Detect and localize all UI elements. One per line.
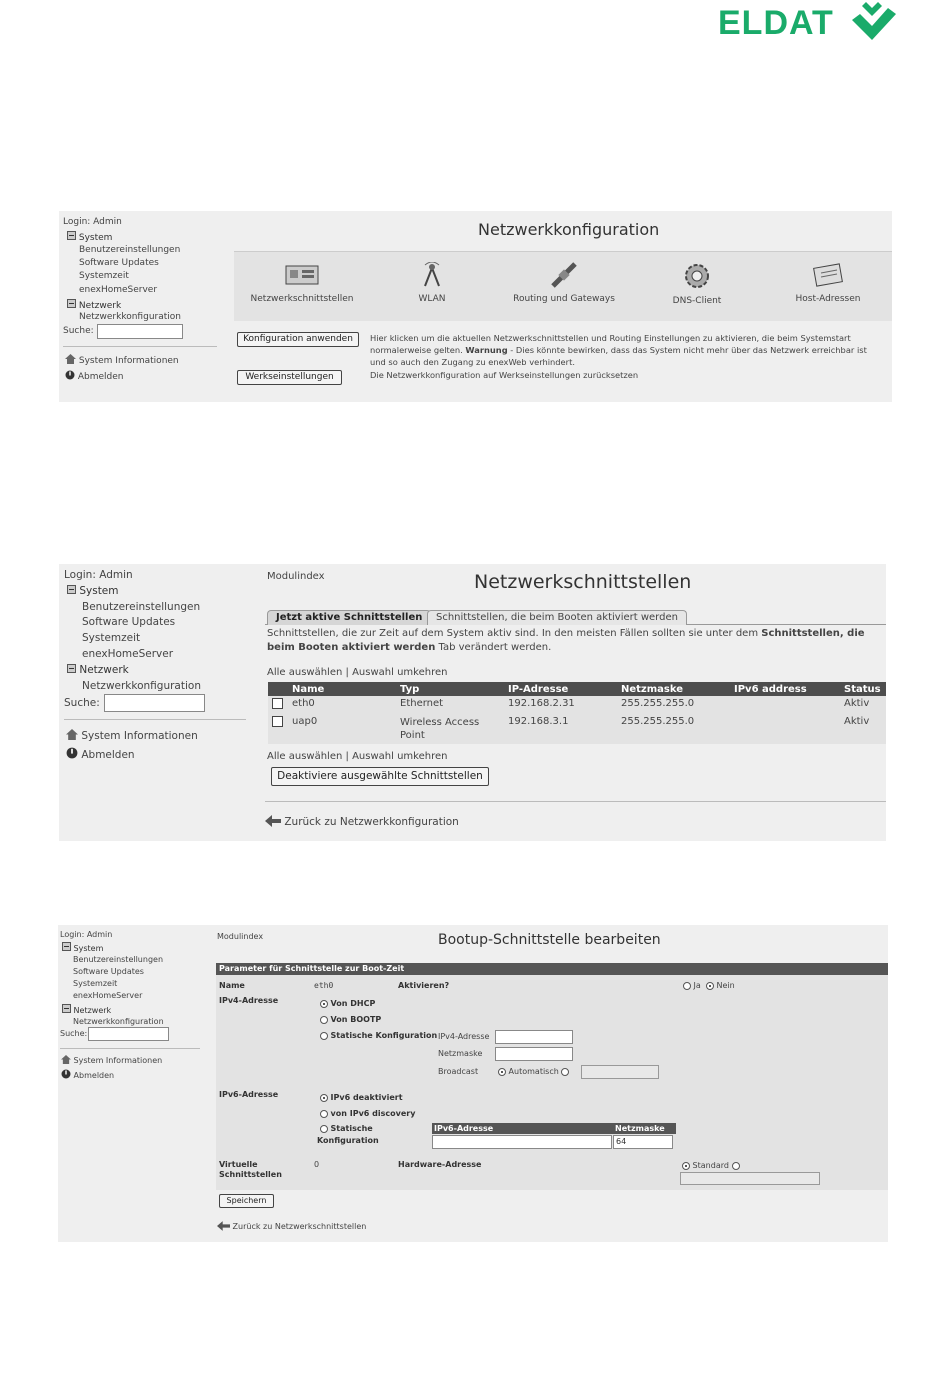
screenshot-network-config (59, 211, 892, 402)
select-all-link[interactable]: Alle auswählen (267, 667, 343, 678)
virtual-interfaces-label (219, 1160, 282, 1180)
power-icon (61, 1069, 71, 1079)
ipv6-label: IPv6-Adresse (219, 1090, 279, 1099)
tab-active-interfaces[interactable]: Jetzt aktive Schnittstellen (267, 610, 431, 625)
ipv6-discovery-label: von IPv6 discovery (330, 1109, 416, 1118)
tool-wlan[interactable] (372, 262, 492, 304)
screenshot-edit-boot-interface (58, 925, 888, 1242)
sidebar-system-label: System (73, 944, 104, 953)
table-header-status: Status (840, 682, 886, 696)
sidebar-network[interactable] (67, 299, 121, 311)
tab-boot-interfaces[interactable]: Schnittstellen, die beim Booten aktiviert werden (427, 610, 687, 625)
section-header: Parameter für Schnittstelle zur Boot-Zeit (216, 963, 888, 975)
select-all-link[interactable]: Alle auswählen (267, 751, 343, 762)
collapse-icon (67, 231, 76, 240)
cell-netmask: 255.255.255.0 (617, 696, 730, 714)
hardware-address-label: Hardware-Adresse (398, 1160, 482, 1169)
dhcp-label: Von DHCP (330, 999, 376, 1008)
cell-type: Ethernet (396, 696, 504, 714)
sidebar-item-system-time[interactable]: Systemzeit (79, 271, 129, 281)
desc-line2 (267, 641, 865, 655)
cell-ipv6 (730, 696, 840, 714)
sidebar-divider (63, 346, 217, 347)
network-card-icon (284, 262, 320, 288)
sidebar-network-label: Netzwerk (78, 301, 122, 311)
tool-label: WLAN (418, 294, 446, 304)
back-link[interactable] (217, 1221, 366, 1231)
search-input[interactable] (88, 1027, 169, 1041)
ipv6-col-netmask: Netzmaske (613, 1123, 676, 1134)
automatic-label: Automatisch (508, 1067, 559, 1076)
module-index-link[interactable]: Modulindex (267, 571, 325, 582)
broadcast-options (498, 1067, 569, 1076)
row-select-cell (268, 696, 288, 714)
name-value: eth0 (314, 981, 334, 990)
sidebar-item-software-updates[interactable]: Software Updates (82, 616, 176, 628)
tool-label: DNS-Client (672, 296, 722, 306)
interfaces-table (268, 682, 886, 744)
sidebar-item-network-config[interactable]: Netzwerkkonfiguration (82, 680, 201, 692)
login-label: Login: Admin (64, 569, 133, 581)
login-label: Login: Admin (63, 217, 122, 227)
power-icon (66, 747, 78, 759)
apply-desc-line3: und so auch den Zugang zu enexWeb verhindert. (370, 357, 575, 367)
ipv6-table-row (432, 1134, 676, 1150)
eldat-logo (718, 2, 900, 48)
ipv4-address-label: IPv4-Adresse (438, 1032, 490, 1041)
activate-options (683, 981, 735, 990)
table-header-name: Name (288, 682, 396, 696)
row-select-cell (268, 714, 288, 744)
sysinfo-label: System Informationen (78, 356, 179, 366)
sidebar-item-system-time[interactable]: Systemzeit (73, 979, 118, 988)
arrow-left-icon (265, 815, 281, 827)
logo-text: ELDAT (718, 4, 834, 42)
search-label: Suche: (64, 697, 100, 709)
desc-line1 (267, 627, 865, 641)
selection-links-top (267, 667, 447, 678)
cell-name[interactable]: uap0 (288, 714, 396, 744)
row-checkbox[interactable] (272, 716, 283, 727)
content-divider (265, 801, 886, 802)
satellite-icon (549, 262, 579, 288)
reset-description: Die Netzwerkkonfiguration auf Werkseinstellungen zurücksetzen (370, 370, 639, 380)
ipv4-label: IPv4-Adresse (219, 996, 279, 1005)
search-input[interactable] (97, 324, 183, 339)
tool-dns-client[interactable] (637, 262, 757, 306)
static-label: Statische Konfiguration (330, 1031, 438, 1040)
sidebar-system-label: System (79, 585, 119, 597)
sidebar-logout[interactable] (61, 1069, 114, 1080)
row-checkbox[interactable] (272, 698, 283, 709)
logo-chevron-icon (848, 2, 900, 48)
sidebar-network[interactable] (62, 1004, 111, 1015)
ipv4-address-input[interactable] (495, 1030, 573, 1044)
virtual-interfaces-value: 0 (314, 1160, 320, 1169)
boot-interface-form (216, 975, 888, 1190)
sidebar-item-user-settings[interactable]: Benutzereinstellungen (79, 245, 181, 255)
broadcast-manual-radio[interactable] (561, 1068, 569, 1076)
sidebar-item-user-settings[interactable]: Benutzereinstellungen (82, 601, 201, 613)
save-button[interactable]: Speichern (219, 1194, 274, 1208)
table-row (268, 696, 886, 714)
ipv6-disabled-label: IPv6 deaktiviert (330, 1093, 403, 1102)
ipv6-static-label-2: Konfiguration (317, 1136, 379, 1145)
house-icon (61, 1055, 71, 1064)
logout-label: Abmelden (73, 1071, 115, 1080)
ipv6-address-cell (432, 1134, 613, 1150)
ipv6-static-radio[interactable] (320, 1125, 328, 1133)
gear-icon (682, 262, 712, 290)
sidebar-item-software-updates[interactable]: Software Updates (79, 258, 159, 268)
module-toolbar (234, 251, 892, 321)
broadcast-auto-radio[interactable] (498, 1068, 506, 1076)
tab-bar (265, 608, 886, 625)
ipv6-discovery-option[interactable] (320, 1109, 415, 1118)
sidebar-system[interactable] (62, 942, 103, 953)
cell-status: Aktiv (840, 714, 886, 744)
collapse-icon (62, 1004, 71, 1013)
table-header-ipv6: IPv6 address (730, 682, 840, 696)
house-icon (65, 354, 76, 364)
factory-reset-button[interactable]: Werkseinstellungen (237, 370, 342, 385)
table-header-netmask: Netzmaske (617, 682, 730, 696)
logout-label: Abmelden (77, 372, 124, 382)
link-separator: | (345, 751, 349, 762)
collapse-icon (67, 299, 76, 308)
house-icon (66, 729, 78, 740)
sidebar-divider (64, 719, 246, 720)
back-link[interactable] (265, 815, 459, 828)
sidebar-item-network-config[interactable]: Netzwerkkonfiguration (79, 312, 181, 322)
logout-label: Abmelden (81, 749, 135, 761)
table-header-ip: IP-Adresse (504, 682, 617, 696)
tool-host-addresses[interactable] (768, 262, 888, 304)
wifi-antenna-icon (417, 262, 447, 288)
screenshot-network-interfaces (59, 564, 886, 841)
tool-label: Routing und Gateways (513, 294, 615, 304)
sidebar-network-label: Netzwerk (79, 664, 129, 676)
sidebar-item-network-config[interactable]: Netzwerkkonfiguration (73, 1017, 164, 1026)
activate-no-radio[interactable] (706, 982, 714, 990)
page-title: Netzwerkschnittstellen (474, 571, 692, 593)
ipv4-dhcp-option[interactable] (320, 999, 375, 1008)
table-row (268, 714, 886, 744)
sidebar-system[interactable] (67, 585, 119, 597)
ipv6-netmask-input[interactable]: 64 (613, 1135, 673, 1149)
bootp-label: Von BOOTP (330, 1015, 382, 1024)
sidebar-network[interactable] (67, 664, 129, 676)
sidebar-network-label: Netzwerk (73, 1006, 112, 1015)
ipv4-bootp-option[interactable] (320, 1015, 381, 1024)
back-link-label: Zurück zu Netzwerkschnittstellen (232, 1222, 367, 1231)
cell-type: Wireless Access Point (396, 714, 504, 744)
apply-desc-line1: Hier klicken um die aktuellen Netzwerkschnittstellen und Routing Einstellungen zu aktivieren, die beim Systemstart (370, 333, 851, 343)
hardware-address-input[interactable] (680, 1172, 820, 1185)
search-label: Suche: (63, 326, 94, 336)
sidebar-item-system-time[interactable]: Systemzeit (82, 632, 141, 644)
ipv6-table-header (432, 1123, 676, 1134)
sysinfo-label: System Informationen (81, 730, 198, 742)
page-title: Netzwerkkonfiguration (478, 220, 660, 239)
netmask-input[interactable] (495, 1047, 573, 1061)
bootp-radio[interactable] (320, 1016, 328, 1024)
ipv6-address-input[interactable] (432, 1135, 612, 1149)
link-separator: | (345, 667, 349, 678)
cell-status: Aktiv (840, 696, 886, 714)
desc-2a: beim Booten aktiviert werden (267, 642, 436, 653)
yes-label: Ja (693, 981, 701, 990)
selection-links-bottom (267, 751, 447, 762)
table-header-row (268, 682, 886, 696)
collapse-icon (67, 585, 76, 594)
table-header-type: Typ (396, 682, 504, 696)
sidebar-system-label: System (78, 233, 113, 243)
invert-selection-link[interactable]: Auswahl umkehren (352, 751, 448, 762)
tool-label: Host-Adressen (795, 294, 861, 304)
deactivate-selected-button[interactable]: Deaktiviere ausgewählte Schnittstellen (271, 767, 489, 786)
netmask-label: Netzmaske (438, 1049, 483, 1058)
sidebar-item-user-settings[interactable]: Benutzereinstellungen (73, 955, 164, 964)
ipv6-disabled-radio[interactable] (320, 1094, 328, 1102)
collapse-icon (67, 664, 76, 673)
activate-yes-radio[interactable] (683, 982, 691, 990)
login-label: Login: Admin (60, 930, 113, 939)
apply-desc-line2 (370, 344, 867, 356)
interfaces-description (267, 627, 865, 655)
ipv6-static-option[interactable] (320, 1124, 373, 1133)
sidebar-item-homeserver[interactable]: enexHomeServer (79, 285, 158, 295)
sidebar-sysinfo[interactable] (66, 729, 198, 742)
virtual-label-1: Virtuelle (219, 1160, 258, 1169)
name-label: Name (219, 981, 245, 990)
hw-custom-radio[interactable] (732, 1162, 740, 1170)
hw-standard-radio[interactable] (682, 1162, 690, 1170)
desc-1b: Schnittstellen, die (761, 628, 865, 639)
static-radio[interactable] (320, 1032, 328, 1040)
warning-label: Warnung (465, 345, 508, 355)
sidebar-sysinfo[interactable] (61, 1055, 162, 1065)
hardware-address-options (682, 1161, 740, 1170)
broadcast-label: Broadcast (438, 1067, 479, 1076)
ipv6-col-address: IPv6-Adresse (432, 1123, 613, 1134)
apply-desc-2c: - Dies könnte bewirken, dass das System nicht mehr über das Netzwerk erreichbar ist (510, 345, 867, 355)
apply-config-button[interactable]: Konfiguration anwenden (237, 332, 359, 347)
broadcast-input[interactable] (581, 1065, 659, 1079)
tool-network-interfaces[interactable] (242, 262, 362, 304)
tool-label: Netzwerkschnittstellen (250, 294, 354, 304)
collapse-icon (62, 942, 71, 951)
table-header-select (268, 682, 288, 696)
desc-2b: Tab verändert werden. (438, 642, 552, 653)
virtual-label-2: Schnittstellen (219, 1170, 282, 1179)
activate-label: Aktivieren? (398, 981, 450, 990)
cell-name[interactable]: eth0 (288, 696, 396, 714)
page-title: Bootup-Schnittstelle bearbeiten (438, 932, 661, 948)
address-card-icon (811, 262, 845, 288)
ipv6-static-table (432, 1123, 676, 1150)
ipv6-netmask-cell (613, 1134, 676, 1150)
cell-ip: 192.168.2.31 (504, 696, 617, 714)
search-label: Suche: (60, 1029, 88, 1038)
module-index-link[interactable]: Modulindex (217, 932, 264, 941)
invert-selection-link[interactable]: Auswahl umkehren (352, 667, 448, 678)
apply-description (370, 332, 867, 368)
sidebar-divider (60, 1048, 200, 1049)
no-label: Nein (716, 981, 735, 990)
sidebar-sysinfo[interactable] (65, 354, 179, 366)
cell-ip: 192.168.3.1 (504, 714, 617, 744)
search-input[interactable] (104, 694, 205, 712)
ipv6-disabled-option[interactable] (320, 1093, 403, 1102)
sidebar-item-homeserver[interactable]: enexHomeServer (73, 991, 143, 1000)
apply-desc-2a: normalerweise gelten. (370, 345, 463, 355)
cell-netmask: 255.255.255.0 (617, 714, 730, 744)
sidebar-item-homeserver[interactable]: enexHomeServer (82, 648, 174, 660)
arrow-left-icon (217, 1221, 230, 1231)
dhcp-radio[interactable] (320, 1000, 328, 1008)
sidebar-system[interactable] (67, 231, 112, 243)
cell-ipv6 (730, 714, 840, 744)
sidebar-logout[interactable] (66, 747, 135, 761)
power-icon (65, 370, 75, 380)
ipv4-static-option[interactable] (320, 1031, 437, 1040)
sidebar-logout[interactable] (65, 370, 124, 382)
sysinfo-label: System Informationen (73, 1056, 163, 1065)
ipv6-discovery-radio[interactable] (320, 1110, 328, 1118)
desc-1a: Schnittstellen, die zur Zeit auf dem System aktiv sind. In den meisten Fällen sollten sie unter dem (267, 628, 759, 639)
tool-routing[interactable] (504, 262, 624, 304)
ipv6-static-label-1: Statische (330, 1124, 373, 1133)
back-link-label: Zurück zu Netzwerkkonfiguration (284, 816, 459, 828)
standard-label: Standard (692, 1161, 729, 1170)
sidebar-item-software-updates[interactable]: Software Updates (73, 967, 144, 976)
